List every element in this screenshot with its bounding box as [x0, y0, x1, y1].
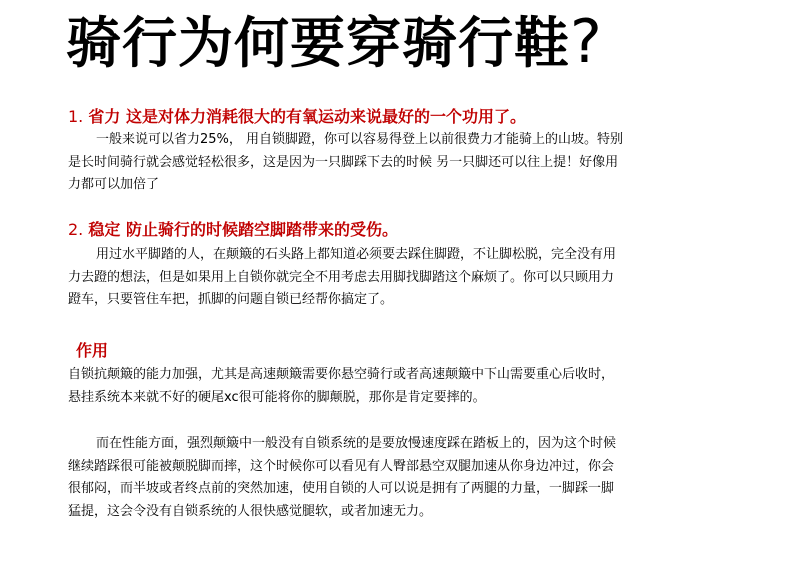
- section-2-number: 2.: [68, 220, 84, 239]
- section-1-heading-text: 这是对体力消耗很大的有氧运动来说最好的一个功用了。: [120, 107, 526, 126]
- effect-line: 猛提，这会令没有自锁系统的人很快感觉腿软，或者加速无力。: [68, 503, 433, 519]
- page-title: [66, 4, 603, 81]
- page-title-question-mark: ?: [570, 7, 603, 77]
- effect-line: 悬挂系统本来就不好的硬尾xc很可能将你的脚颠脱，那你是肯定要摔的。: [68, 389, 486, 405]
- section-2-keyword: 稳定: [88, 220, 121, 239]
- effect-heading: [76, 340, 108, 362]
- section-1-line: 是长时间骑行就会感觉轻松很多，这是因为一只脚踩下去的时候 另一只脚还可以往上提！好像用: [68, 154, 619, 170]
- effect-line: 很郁闷，而半坡或者终点前的突然加速，使用自锁的人可以说是拥有了两腿的力量，一脚踩一脚: [68, 481, 615, 496]
- section-2-body: [68, 244, 708, 312]
- section-1-line: 力都可以加倍了: [68, 177, 160, 192]
- section-2-heading-text: 防止骑行的时候踏空脚踏带来的受伤。: [120, 220, 398, 239]
- effect-paragraph-1: [68, 364, 708, 409]
- section-1-heading: [68, 106, 526, 128]
- effect-line: 自锁抗颠簸的能力加强，尤其是高速颠簸需要你悬空骑行或者高速颠簸中下山需要重心后收时，: [68, 367, 615, 382]
- effect-heading-text: 作用: [76, 341, 109, 360]
- section-1-keyword: 省力: [88, 107, 121, 126]
- section-2-line: 用过水平脚踏的人，在颠簸的石头路上都知道必须要去踩住脚蹬，不让脚松脱，完全没有用: [96, 247, 617, 262]
- section-1-line: 一般来说可以省力25%， 用自锁脚蹬，你可以容易得登上以前很费力才能骑上的山坡。特别: [96, 132, 624, 147]
- effect-paragraph-2: [68, 433, 708, 523]
- section-2-heading: [68, 219, 398, 241]
- section-2-line: 蹬车，只要管住车把，抓脚的问题自锁已经帮你搞定了。: [68, 292, 394, 307]
- section-2-line: 力去蹬的想法，但是如果用上自锁你就完全不用考虑去用脚找脚踏这个麻烦了。你可以只顾用力: [68, 269, 615, 285]
- effect-line: 继续踏踩很可能被颠脱脚而摔，这个时候你可以看见有人臀部悬空双腿加速从你身边冲过，你会: [68, 458, 615, 474]
- section-1-body: [68, 129, 708, 197]
- page-title-text: 骑行为何要穿骑行鞋: [66, 11, 571, 75]
- effect-line: 而在性能方面，强烈颠簸中一般没有自锁系统的是要放慢速度踩在踏板上的，因为这个时候: [96, 436, 617, 451]
- section-1-number: 1.: [68, 107, 84, 126]
